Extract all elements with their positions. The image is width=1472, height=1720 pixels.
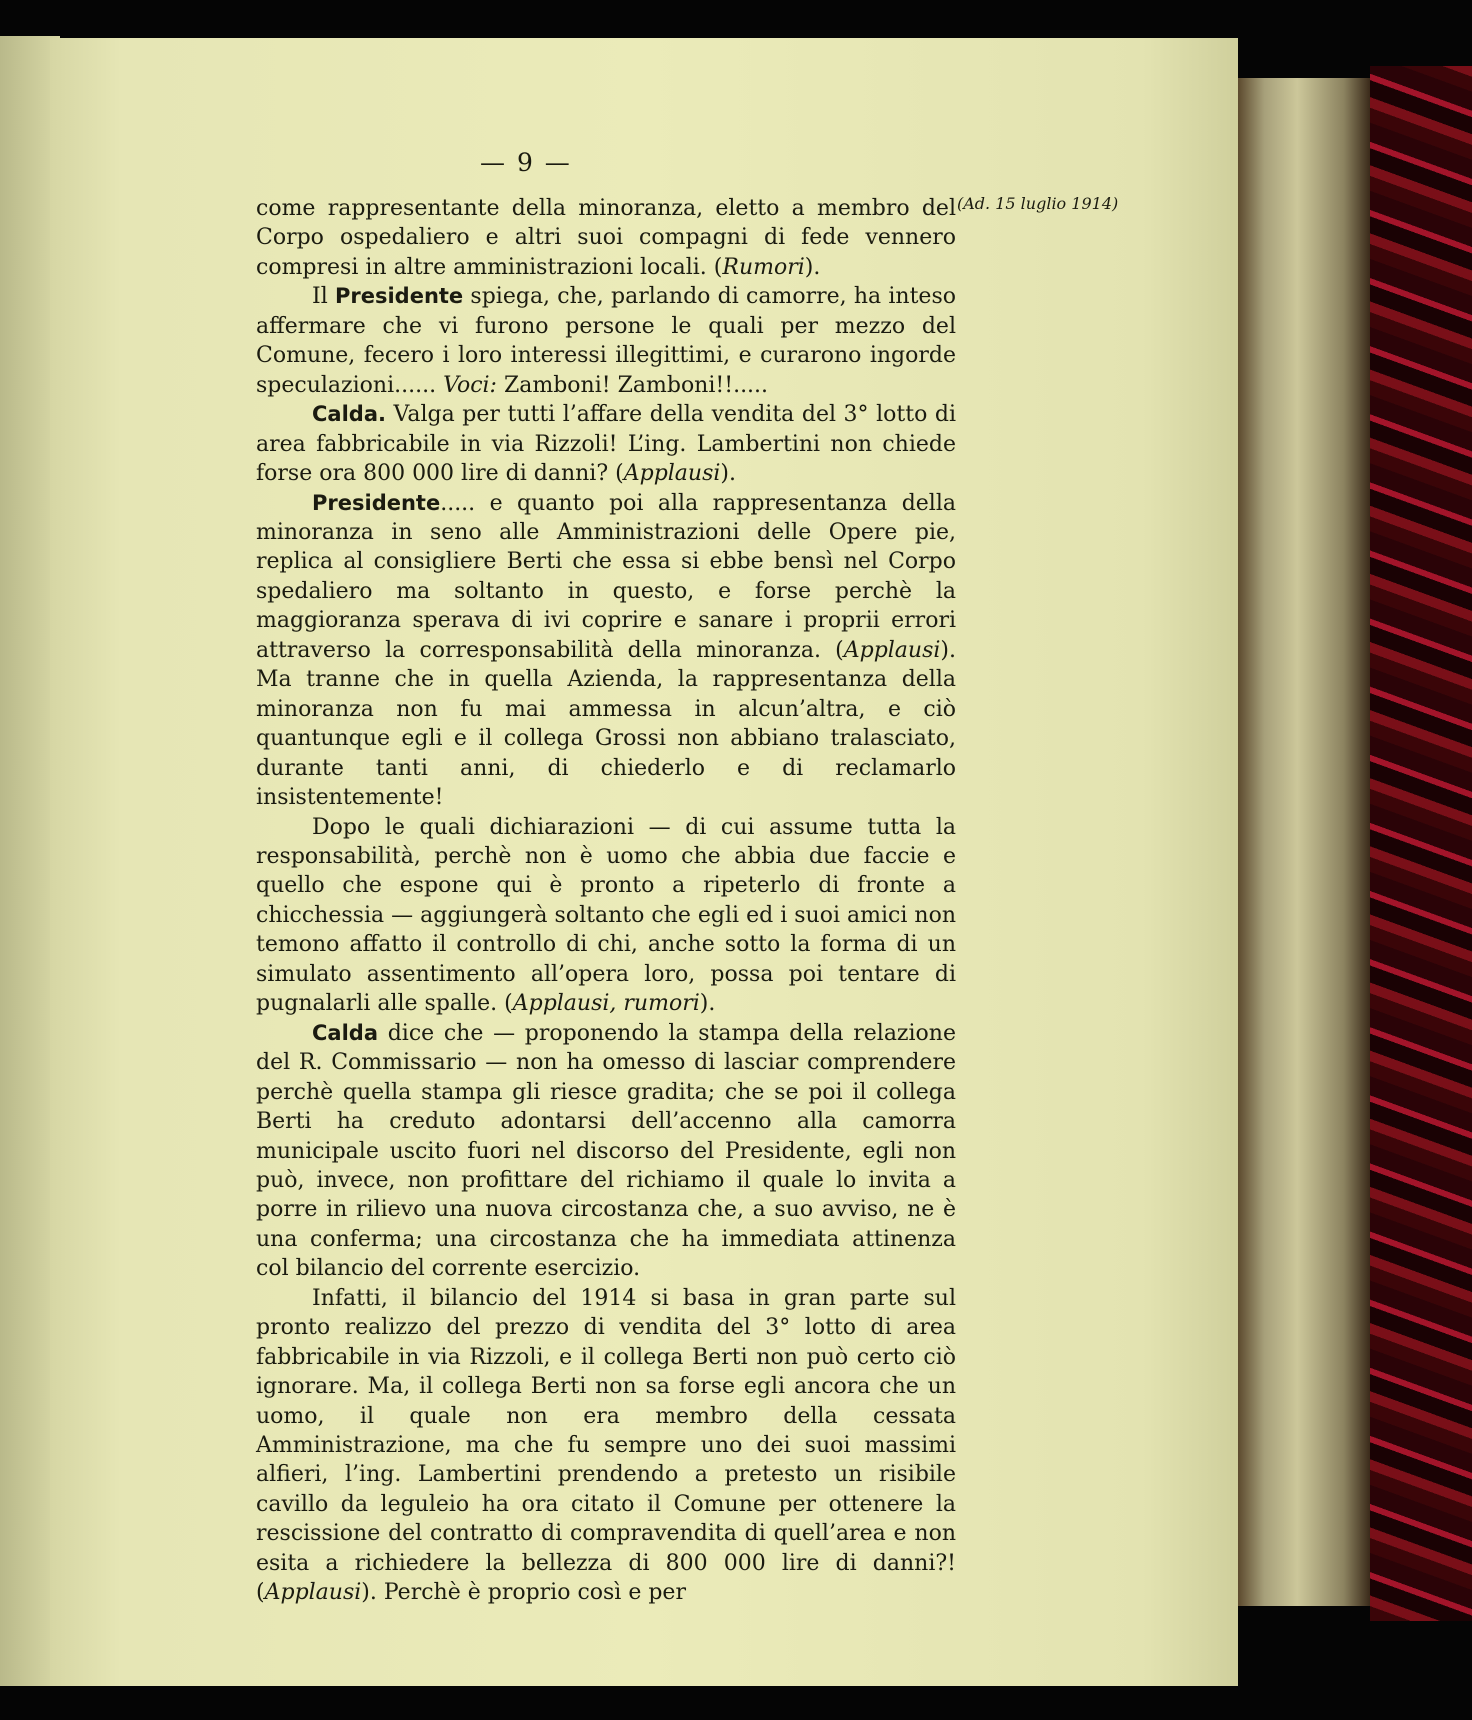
- text-segment: ). Perchè è proprio così e per: [361, 1580, 686, 1606]
- text-segment: ..... e quanto poi alla rappresentanza della minoranza in seno alle Amministrazioni delle Opere pie, replica al consigliere Berti che essa si ebbe bensì nel Corpo spedaliero ma soltanto in questo, e forse perchè la maggioranza sperava di ivi coprire e sanare i proprii errori attraverso la corresponsabilità della minoranza. (: [256, 490, 956, 663]
- italic-text: Rumori: [722, 254, 805, 280]
- page-number: — 9 —: [480, 148, 572, 177]
- marbled-cover: [1370, 66, 1472, 1621]
- text-segment: ).: [720, 461, 736, 487]
- text-segment: ).: [804, 254, 821, 280]
- speaker-name: Presidente: [334, 284, 464, 309]
- paragraph: [256, 1284, 956, 1608]
- text-segment: come rappresentante della minoranza, eletto a membro del Corpo ospedaliero e altri suoi compagni di fede vennero compresi in altre amministrazioni locali. (: [256, 196, 956, 280]
- margin-note: (Ad. 15 luglio 1914): [957, 194, 1119, 213]
- speaker-name: Presidente: [312, 490, 441, 515]
- italic-text: Applausi: [264, 1580, 362, 1606]
- text-segment: ).: [699, 991, 716, 1017]
- italic-text: Applausi, rumori: [512, 991, 700, 1017]
- page-block-edge: [1238, 78, 1370, 1606]
- text-segment: spiega, che, parlando di camorre, ha inteso affermare che vi furono persone le quali per mezzo del Comune, fecero i loro interessi illegittimi, e curarono ingorde speculazioni......: [256, 284, 956, 398]
- text-segment: dice che — proponendo la stampa della relazione del R. Commissario — non ha omesso di lasciar comprendere perchè quella stampa gli riesce gradita; che se poi il collega Berti ha creduto adontarsi dell’accenno alla camorra municipale uscito fuori nel discorso del Presidente, egli non può, invece, non profittare del richiamo il quale lo invita a porre in rilievo una nuova circostanza che, a suo avviso, ne è una conferma; una circostanza che ha immediata attinenza col bilancio del corrente esercizio.: [256, 1020, 956, 1282]
- paragraph: [256, 489, 956, 813]
- paragraph: [256, 813, 956, 1019]
- text-segment: Il: [312, 284, 335, 310]
- text-segment: Zamboni! Zamboni!!.....: [496, 372, 769, 398]
- italic-text: Voci:: [443, 372, 497, 398]
- speaker-name: Calda: [312, 1020, 378, 1045]
- text-segment: Infatti, il bilancio del 1914 si basa in gran parte sul pronto realizzo del prezzo di vendita del 3° lotto di area fabbricabile in via Rizzoli, e il collega Berti non può certo ciò ignorare. Ma, il collega Berti non sa forse egli ancora che un uomo, il quale non era membro della cessata Amministrazione, ma che fu sempre uno dei suoi massimi alfieri, l’ing. Lambertini prendendo a pretesto un risibile cavillo da leguleio ha ora citato il Comune per ottenere la rescissione del contratto di compravendita di quell’area e non esita a richiedere la bellezza di 800 000 lire di danni?! (: [256, 1285, 956, 1606]
- body-text: [256, 194, 956, 1608]
- paragraph: [256, 282, 956, 400]
- text-segment: Valga per tutti l’affare della vendita del 3° lotto di area fabbricabile in via Rizzoli! L’ing. Lambertini non chiede forse ora 800 000 lire di danni? (: [256, 402, 956, 487]
- text-segment: ). Ma tranne che in quella Azienda, la rappresentanza della minoranza non fu mai ammessa in alcun’altra, e ciò quantunque egli e il collega Grossi non abbiano tralasciato, durante tanti anni, di chiederlo e di reclamarlo insistentemente!: [256, 637, 956, 811]
- text-segment: Dopo le quali dichiarazioni — di cui assume tutta la responsabilità, perchè non è uomo che abbia due faccie e quello che espone qui è pronto a ripeterlo di fronte a chicchessia — aggiungerà soltanto che egli ed i suoi amici non temono affatto il controllo di chi, anche sotto la forma di un simulato assentimento all’opera loro, possa poi tentare di pugnalarli alle spalle. (: [256, 814, 956, 1017]
- paragraph: [256, 400, 956, 488]
- paragraph: [256, 1019, 956, 1284]
- speaker-name: Calda.: [312, 402, 386, 427]
- italic-text: Applausi: [623, 461, 721, 487]
- italic-text: Applausi: [843, 637, 941, 663]
- paragraph: [256, 194, 956, 282]
